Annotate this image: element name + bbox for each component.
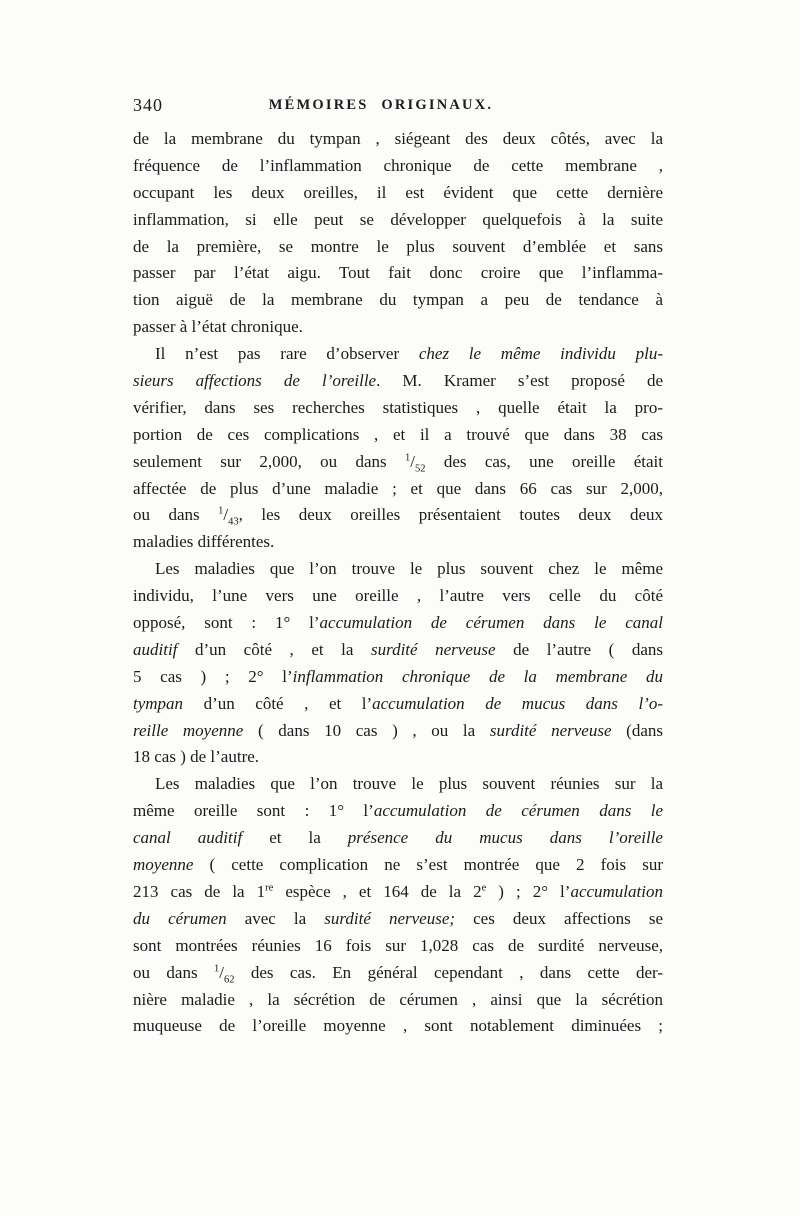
text-segment: ces deux affections se	[455, 908, 663, 928]
text-segment: du cérumen	[133, 908, 227, 928]
text-segment: accumulation de cérumen dans le	[373, 801, 663, 821]
text-segment: 18 cas ) de l’autre.	[133, 747, 260, 767]
text-line	[133, 287, 663, 314]
text-line	[133, 449, 663, 476]
text-line	[133, 960, 663, 987]
text-segment: des cas, une oreille était	[425, 451, 663, 471]
text-segment: Les maladies que l’on trouve le plus souvent chez le même	[155, 559, 663, 579]
text-segment: tion aiguë de la membrane du tympan a peu de tendance à	[133, 290, 663, 310]
text-segment: /	[223, 505, 229, 525]
text-segment: surdité nerveuse	[489, 720, 612, 740]
text-segment: accumulation de cérumen dans le canal	[319, 613, 663, 633]
text-line	[133, 314, 663, 341]
text-segment: ou dans	[133, 962, 214, 982]
text-segment: sont montrées réunies 16 fois sur 1,028 cas de surdité nerveuse,	[133, 935, 663, 955]
text-line	[133, 529, 663, 556]
text-segment: passer par l’état aigu. Tout fait donc croire que l’inflamma-	[133, 263, 663, 283]
text-line	[133, 583, 663, 610]
text-line	[133, 718, 663, 745]
text-segment: surdité nerveuse	[370, 639, 496, 659]
text-segment: même oreille sont : 1° l’	[133, 801, 374, 821]
text-segment: 1	[218, 505, 224, 517]
text-segment: affectée de plus d’une maladie ; et que dans 66 cas sur 2,000,	[133, 478, 663, 498]
text-segment: Il n’est pas rare d’observer	[155, 344, 419, 364]
text-line	[133, 610, 663, 637]
text-line	[133, 879, 663, 906]
text-segment: tympan	[133, 693, 184, 713]
text-segment: 62	[223, 974, 235, 985]
paragraph	[133, 341, 663, 556]
text-segment: canal auditif	[133, 828, 243, 848]
text-segment: ( dans 10 cas ) , ou la	[243, 720, 490, 740]
text-segment: /	[410, 451, 415, 471]
text-segment: ( cette complication ne s’est montrée que 2 fois sur	[193, 855, 663, 875]
text-segment: (dans	[611, 720, 663, 740]
text-line	[133, 852, 663, 879]
text-segment: 43	[228, 516, 239, 528]
text-segment: surdité nerveuse;	[324, 908, 456, 928]
text-segment: de l’autre ( dans	[495, 639, 663, 659]
text-segment: reille moyenne	[133, 720, 244, 740]
text-segment: 1	[404, 452, 411, 464]
text-line	[133, 180, 663, 207]
text-line	[133, 341, 663, 368]
text-segment: 52	[414, 463, 426, 475]
paragraph	[133, 556, 663, 771]
text-line	[133, 422, 663, 449]
page-header	[133, 94, 663, 120]
running-title: MÉMOIRES ORIGINAUX.	[268, 97, 494, 113]
paragraph	[133, 771, 663, 1040]
text-segment: inflammation, si elle peut se développer quelquefois à la suite	[133, 209, 663, 229]
text-segment: accumulation de mucus dans l’o-	[372, 693, 663, 713]
text-segment: 5 cas ) ; 2° l’	[133, 666, 293, 686]
text-line	[133, 691, 663, 718]
text-segment: opposé, sont : 1° l’	[133, 613, 320, 633]
text-segment: muqueuse de l’oreille moyenne , sont notablement diminuées ;	[133, 1016, 663, 1036]
text-line	[133, 664, 663, 691]
text-segment: chez le même individu plu-	[418, 344, 663, 364]
text-segment: accumulation	[570, 881, 663, 901]
text-segment: sieurs affections de l’oreille	[133, 371, 377, 391]
text-segment: espèce , et 164 de la 2	[273, 881, 482, 901]
page-number: 340	[133, 95, 163, 115]
text-segment: portion de ces complications , et il a trouvé que dans 38 cas	[133, 424, 663, 444]
text-line	[133, 906, 663, 933]
text-line	[133, 556, 663, 583]
text-segment: ou dans	[133, 505, 219, 525]
text-segment: inflammation chronique de la membrane du	[292, 666, 663, 686]
text-segment: et la	[242, 828, 348, 848]
text-line	[133, 368, 663, 395]
text-line	[133, 933, 663, 960]
text-segment: d’un côté , et l’	[183, 693, 373, 713]
text-segment: individu, l’une vers une oreille , l’autre vers celle du côté	[133, 586, 663, 606]
text-segment: nière maladie , la sécrétion de cérumen , ainsi que la sécrétion	[133, 989, 663, 1009]
text-segment: passer à l’état chronique.	[133, 317, 303, 337]
text-line	[133, 502, 663, 529]
text-line	[133, 207, 663, 234]
text-line	[133, 153, 663, 180]
text-line	[133, 476, 663, 503]
text-segment: occupant les deux oreilles, il est évident que cette dernière	[133, 182, 663, 202]
text-segment: e	[481, 882, 487, 894]
text-line	[133, 798, 663, 825]
text-segment: de la première, se montre le plus souvent d’emblée et sans	[133, 236, 663, 256]
text-segment: des cas. En général cependant , dans cette der-	[234, 962, 663, 982]
text-segment: 213 cas de la 1	[133, 881, 266, 901]
text-segment: maladies différentes.	[133, 532, 275, 552]
text-line	[133, 987, 663, 1014]
text-segment: avec la	[226, 908, 325, 928]
text-segment: ) ; 2° l’	[486, 881, 571, 901]
text-segment: /	[219, 962, 224, 982]
text-segment: auditif	[133, 639, 178, 659]
text-line	[133, 395, 663, 422]
text-line	[133, 637, 663, 664]
text-segment: re	[265, 882, 274, 894]
text-block	[133, 126, 663, 1040]
text-segment: fréquence de l’inflammation chronique de cette membrane ,	[133, 155, 663, 175]
text-line	[133, 1013, 663, 1040]
text-segment: de la membrane du tympan , siégeant des deux côtés, avec la	[133, 129, 663, 148]
text-line	[133, 825, 663, 852]
text-segment: 1	[213, 962, 220, 974]
text-line	[133, 234, 663, 261]
text-segment: seulement sur 2,000, ou dans	[133, 451, 405, 471]
text-line	[133, 744, 663, 771]
paragraph	[133, 126, 663, 341]
text-segment: vérifier, dans ses recherches statistiques , quelle était la pro-	[133, 397, 663, 417]
text-segment: d’un côté , et la	[177, 639, 371, 659]
text-segment: . M. Kramer s’est proposé de	[376, 371, 663, 391]
text-segment: Les maladies que l’on trouve le plus souvent réunies sur la	[155, 774, 663, 794]
text-line	[133, 260, 663, 287]
text-segment: , les deux oreilles présentaient toutes deux deux	[238, 505, 663, 525]
text-segment: présence du mucus dans l’oreille	[347, 828, 663, 848]
text-line	[133, 771, 663, 798]
text-line	[133, 126, 663, 153]
text-segment: moyenne	[133, 855, 194, 875]
